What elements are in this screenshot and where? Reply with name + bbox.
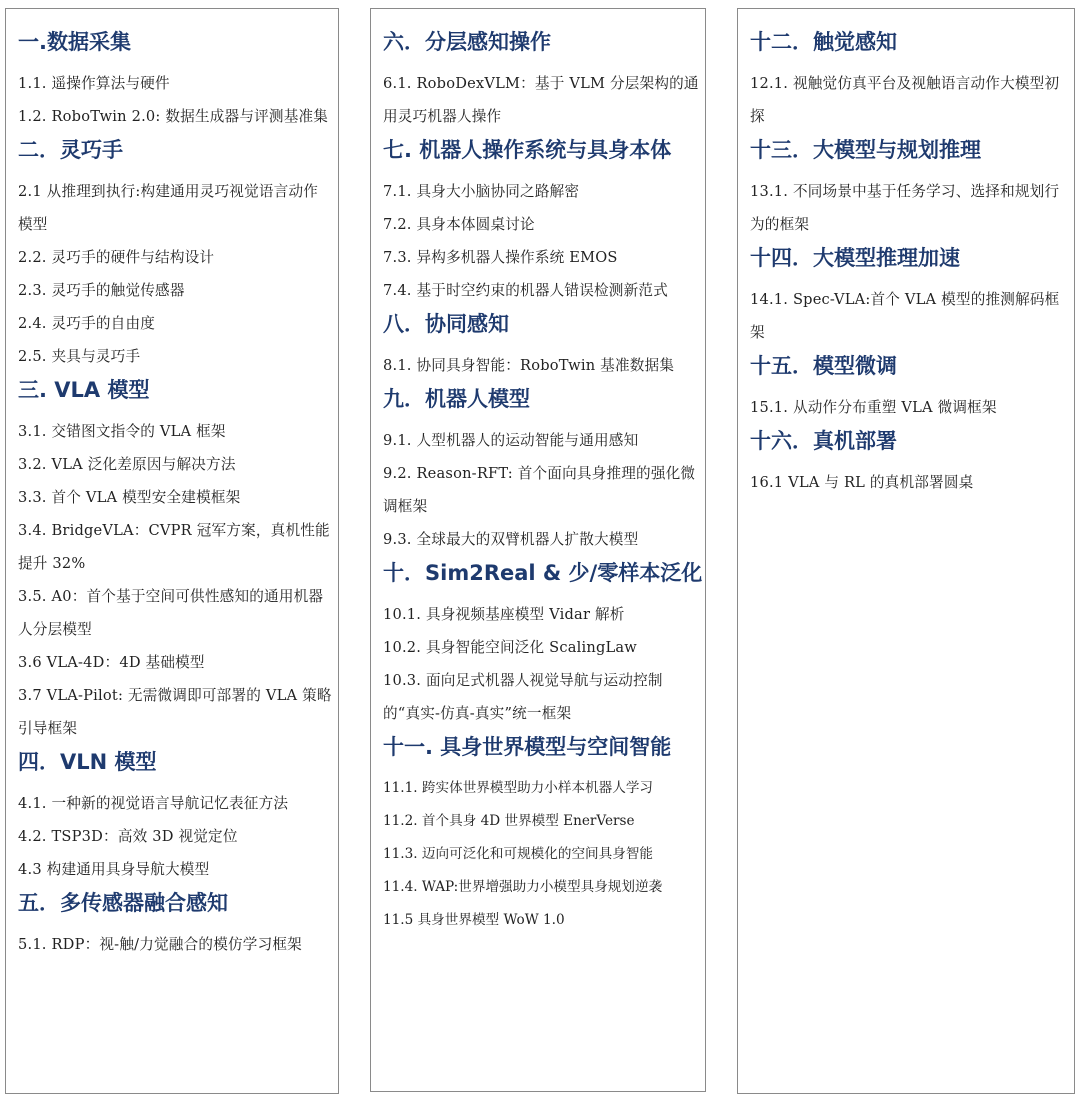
toc-column-1 (5, 8, 339, 1094)
section-title: 七. 机器人操作系统与具身本体 (383, 138, 672, 162)
toc-item: 1.2. RoboTwin 2.0: 数据生成器与评测基准集 (18, 108, 329, 125)
section-title: 八．协同感知 (383, 312, 509, 336)
section-title: 十六．真机部署 (750, 429, 897, 453)
toc-item: 7.3. 异构多机器人操作系统 EMOS (383, 249, 618, 266)
toc-item: 3.4. BridgeVLA：CVPR 冠军方案，真机性能提升 32% (18, 522, 330, 572)
section-multisensor-fusion (18, 888, 332, 961)
toc-item: 11.3. 迈向可泛化和可规模化的空间具身智能 (383, 846, 654, 862)
toc-item: 9.1. 人型机器人的运动智能与通用感知 (383, 432, 639, 449)
toc-item: 14.1. Spec-VLA:首个 VLA 模型的推测解码框架 (750, 291, 1060, 341)
section-title: 十三．大模型与规划推理 (750, 138, 981, 162)
section-vla-model (18, 375, 332, 745)
toc-item: 1.1. 遥操作算法与硬件 (18, 75, 170, 92)
section-title: 一.数据采集 (18, 30, 131, 54)
section-robot-os (383, 135, 699, 307)
toc-item: 8.1. 协同具身智能：RoboTwin 基准数据集 (383, 357, 675, 374)
section-data-collection (18, 27, 332, 133)
toc-item: 2.2. 灵巧手的硬件与结构设计 (18, 249, 215, 266)
section-world-model (383, 732, 699, 937)
section-title: 六．分层感知操作 (383, 30, 551, 54)
section-tactile-perception (750, 27, 1068, 133)
toc-column-2 (370, 8, 706, 1092)
section-vln-model (18, 747, 332, 886)
toc-item: 7.1. 具身大小脑协同之路解密 (383, 183, 580, 200)
section-dexterous-hand (18, 135, 332, 373)
toc-item: 4.2. TSP3D：高效 3D 视觉定位 (18, 828, 238, 845)
toc-item: 7.4. 基于时空约束的机器人错误检测新范式 (383, 282, 668, 299)
toc-item: 10.3. 面向足式机器人视觉导航与运动控制的“真实-仿真-真实”统一框架 (383, 672, 663, 722)
section-title: 三. VLA 模型 (18, 378, 150, 402)
section-fine-tuning (750, 351, 1068, 424)
section-hierarchical-manipulation (383, 27, 699, 133)
toc-item: 3.5. A0：首个基于空间可供性感知的通用机器人分层模型 (18, 588, 324, 638)
section-title: 九．机器人模型 (383, 387, 530, 411)
toc-item: 7.2. 具身本体圆桌讨论 (383, 216, 535, 233)
section-title: 十五．模型微调 (750, 354, 897, 378)
toc-item: 3.2. VLA 泛化差原因与解决方法 (18, 456, 236, 473)
section-sim2real (383, 558, 703, 730)
section-title: 十四．大模型推理加速 (750, 246, 960, 270)
section-title: 十一. 具身世界模型与空间智能 (383, 735, 672, 759)
toc-item: 2.4. 灵巧手的自由度 (18, 315, 156, 332)
toc-item: 10.1. 具身视频基座模型 Vidar 解析 (383, 606, 625, 623)
toc-item: 3.7 VLA-Pilot: 无需微调即可部署的 VLA 策略引导框架 (18, 687, 332, 737)
toc-item: 2.5. 夹具与灵巧手 (18, 348, 141, 365)
toc-item: 9.2. Reason-RFT: 首个面向具身推理的强化微调框架 (383, 465, 696, 515)
section-planning-reasoning (750, 135, 1068, 241)
toc-item: 3.3. 首个 VLA 模型安全建模框架 (18, 489, 241, 506)
toc-item: 5.1. RDP：视-触/力觉融合的模仿学习框架 (18, 936, 302, 953)
toc-item: 2.1 从推理到执行:构建通用灵巧视觉语言动作模型 (18, 183, 319, 233)
section-title: 十二．触觉感知 (750, 30, 897, 54)
toc-item: 3.1. 交错图文指令的 VLA 框架 (18, 423, 226, 440)
toc-item: 6.1. RoboDexVLM：基于 VLM 分层架构的通用灵巧机器人操作 (383, 75, 699, 125)
toc-item: 3.6 VLA-4D：4D 基础模型 (18, 654, 205, 671)
section-inference-acceleration (750, 243, 1068, 349)
toc-item: 4.3 构建通用具身导航大模型 (18, 861, 210, 878)
toc-item: 11.5 具身世界模型 WoW 1.0 (383, 912, 565, 928)
toc-item: 10.2. 具身智能空间泛化 ScalingLaw (383, 639, 637, 656)
section-real-robot-deployment (750, 426, 1068, 499)
section-title: 四．VLN 模型 (18, 750, 157, 774)
toc-item: 4.1. 一种新的视觉语言导航记忆表征方法 (18, 795, 289, 812)
toc-item: 13.1. 不同场景中基于任务学习、选择和规划行为的框架 (750, 183, 1060, 233)
section-title: 十．Sim2Real & 少/零样本泛化 (383, 561, 703, 585)
section-robot-model (383, 384, 699, 556)
toc-item: 15.1. 从动作分布重塑 VLA 微调框架 (750, 399, 997, 416)
toc-item: 11.2. 首个具身 4D 世界模型 EnerVerse (383, 813, 635, 829)
toc-item: 11.4. WAP:世界增强助力小模型具身规划逆袭 (383, 879, 663, 895)
toc-item: 2.3. 灵巧手的触觉传感器 (18, 282, 185, 299)
toc-item: 11.1. 跨实体世界模型助力小样本机器人学习 (383, 780, 654, 796)
section-title: 五．多传感器融合感知 (18, 891, 228, 915)
toc-column-3 (737, 8, 1075, 1094)
section-title: 二．灵巧手 (18, 138, 123, 162)
toc-item: 9.3. 全球最大的双臂机器人扩散大模型 (383, 531, 639, 548)
toc-item: 16.1 VLA 与 RL 的真机部署圆桌 (750, 474, 974, 491)
toc-item: 12.1. 视触觉仿真平台及视触语言动作大模型初探 (750, 75, 1060, 125)
section-collaborative-perception (383, 309, 699, 382)
